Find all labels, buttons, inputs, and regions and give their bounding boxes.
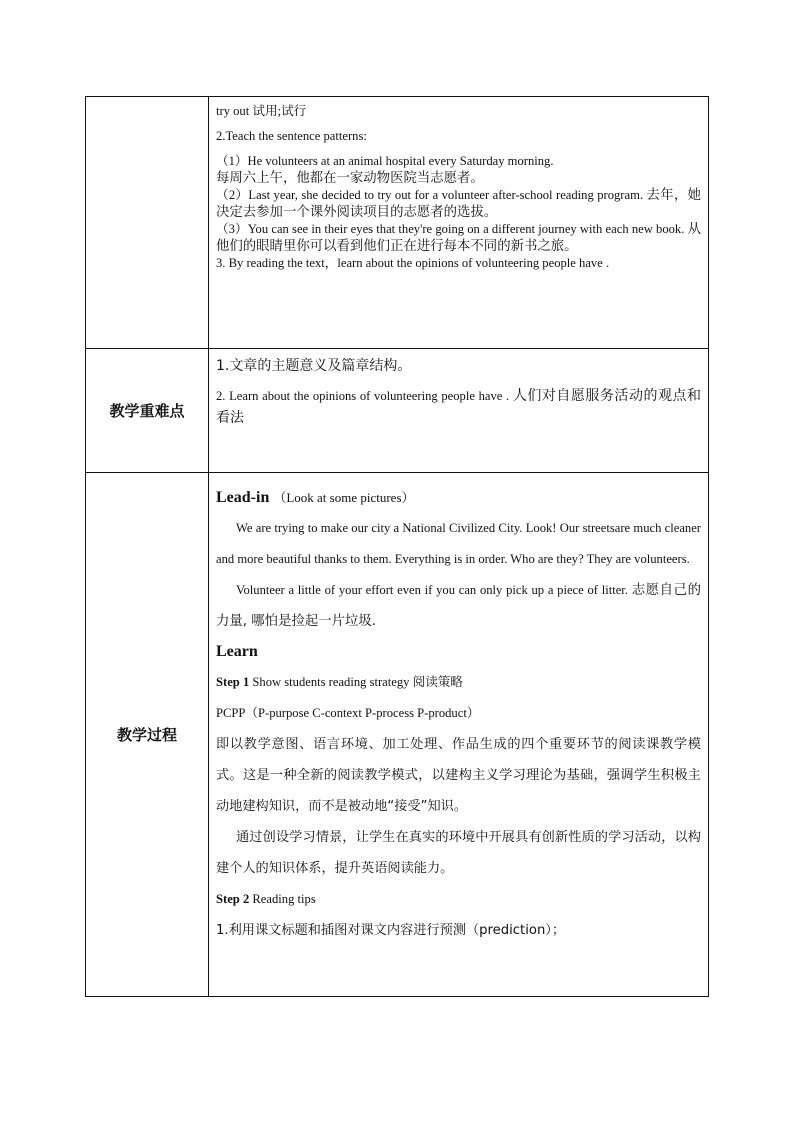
sentence-3 xyxy=(216,221,701,255)
sentence-3-english: （3）You can see in their eyes that they're going on a different journey with each new book. xyxy=(216,222,685,236)
pcpp-line: PCPP（P-purpose C-context P-process P-product） xyxy=(216,706,480,720)
step-2 xyxy=(216,884,701,915)
reading-tip-1: 1.利用课文标题和插图对课文内容进行预测（prediction）； xyxy=(216,923,566,938)
teaching-process-content-cell xyxy=(209,473,709,997)
key-point-2-chinese: 人们对自愿服务活动的观点和看法 xyxy=(216,388,701,426)
step-2-label: Step 2 xyxy=(216,892,250,906)
key-points-content-cell xyxy=(209,349,709,473)
step-2-text: Reading tips xyxy=(252,892,316,906)
lead-in-note: （Look at some pictures） xyxy=(273,490,415,505)
vocabulary-content-cell xyxy=(209,97,709,349)
key-point-2-english: 2. Learn about the opinions of volunteering people have . xyxy=(216,389,510,403)
objective-item-3: 3. By reading the text，learn about the opinions of volunteering people have . xyxy=(216,256,610,270)
phrase-try-out: try out 试用;试行 xyxy=(216,104,307,118)
sentence-2 xyxy=(216,187,701,221)
row-label-empty xyxy=(86,97,209,349)
table-row-key-points xyxy=(86,349,709,473)
step-1 xyxy=(216,667,701,698)
volunteer-paragraph-chinese: 志愿自己的力量, 哪怕是捡起一片垃圾. xyxy=(216,583,702,629)
row-label-teaching-process: 教学过程 xyxy=(86,473,209,997)
sentence-3-chinese: 从他们的眼睛里你可以看到他们正在进行每本不同的新书之旅。 xyxy=(216,222,702,254)
learn-heading: Learn xyxy=(216,643,258,660)
step-1-label: Step 1 xyxy=(216,675,250,689)
volunteer-paragraph xyxy=(216,575,701,637)
learning-context-paragraph: 通过创设学习情景，让学生在真实的环境中开展具有创新性质的学习活动，以构建个人的知识体系，提升英语阅读能力。 xyxy=(216,830,701,876)
lead-in-paragraph: We are trying to make our city a National Civilized City. Look! Our streetsare much cleaner and more beautiful thanks to them. Everything is in order. Who are they? They are volunteers. xyxy=(216,521,701,566)
sentence-1-english: （1）He volunteers at an animal hospital every Saturday morning. xyxy=(216,154,554,168)
volunteer-paragraph-english: Volunteer a little of your effort even if you can only pick up a piece of litter. xyxy=(236,583,628,597)
teach-sentence-patterns: 2.Teach the sentence patterns: xyxy=(216,129,367,143)
pcpp-explanation: 即以教学意图、语言环境、加工处理、作品生成的四个重要环节的阅读课教学模式。这是一种全新的阅读教学模式，以建构主义学习理论为基础，强调学生积极主动地建构知识，而不是被动地“接受”知识。 xyxy=(216,737,701,814)
lesson-plan-table xyxy=(85,96,709,997)
lead-in-title: Lead-in xyxy=(216,489,270,506)
sentence-2-english: （2）Last year, she decided to try out for a volunteer after-school reading program. xyxy=(216,188,644,202)
table-row-vocabulary xyxy=(86,97,709,349)
sentence-1-chinese: 每周六上午，他都在一家动物医院当志愿者。 xyxy=(216,171,484,186)
key-point-1: 1.文章的主题意义及篇章结构。 xyxy=(216,358,412,374)
table-row-teaching-process xyxy=(86,473,709,997)
key-point-2 xyxy=(216,385,701,429)
lead-in-heading xyxy=(216,487,701,509)
step-1-text: Show students reading strategy 阅读策略 xyxy=(252,675,463,689)
sentence-2-chinese: 去年，她决定去参加一个课外阅读项目的志愿者的选拔。 xyxy=(216,188,702,220)
row-label-key-points: 教学重难点 xyxy=(86,349,209,473)
